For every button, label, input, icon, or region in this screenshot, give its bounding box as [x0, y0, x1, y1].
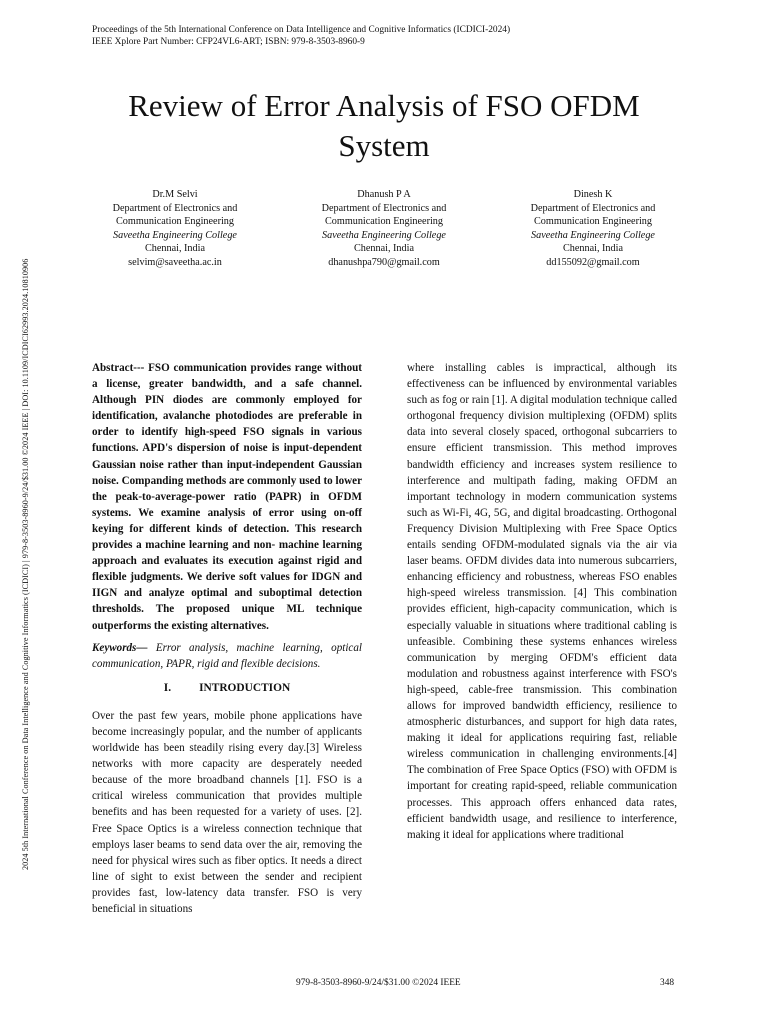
page-number: 348 [660, 978, 675, 988]
author-dept: Communication Engineering [325, 216, 443, 227]
right-column [407, 360, 677, 843]
author-dept: Communication Engineering [534, 216, 652, 227]
author-name: Dinesh K [573, 189, 613, 200]
author-dept: Communication Engineering [116, 216, 234, 227]
author-block-2 [284, 188, 484, 269]
keywords-label: Keywords— [92, 641, 148, 654]
header-line-proceedings: Proceedings of the 5th International Conference on Data Intelligence and Cognitive Informatics (ICDICI-2024) [92, 25, 511, 35]
abstract: Abstract--- FSO communication provides range without a license, greater bandwidth, and a safe channel. Although PIN diodes are commonly employed for identification, avalanche photodiodes are preferable in order to identify high-speed FSO signals in various functions. APD's dispersion of noise is input-dependent Gaussian noise rather than input-independent Gaussian noise. Companding methods are commonly used to lower the peak-to-average-power ratio (PAPR) in OFDM systems. We examine analysis of error using on-off keying for different kinds of detection. This research provides a machine learning and non- machine learning approach and evaluates its execution against rigid and flexible judgments. We derive soft values for IDGN and IIGN and analyze optimal and suboptimal detection thresholds. The proposed unique ML technique outperforms the existing alternatives. [92, 362, 362, 632]
author-dept: Department of Electronics and [112, 202, 238, 214]
title-line-2: System [338, 128, 430, 163]
author-dept: Department of Electronics and [530, 202, 656, 214]
author-block-3 [493, 188, 693, 269]
intro-paragraph-right: where installing cables is impractical, although its effectiveness can be influenced by environmental variables such as fog or rain [1]. A digital modulation technique called orthogonal frequency division multiplexing (OFDM) splits data into several closely spaced, orthogonal subcarriers to ensure efficient transmission. This method improves bandwidth efficiency and increases system resilience to interference and multipath fading, making OFDM an important technology in modern communication systems such as Wi-Fi, 4G, 5G, and digital broadcasting. Orthogonal Frequency Division Multiplexing with Free Space Optics entails sending OFDM-modulated signals via the air via laser beams. OFDM divides data into numerous subcarriers, enhancing efficiency and robustness, whereas FSO enables high-speed wireless transmission. [4] This combination provides efficient, high-capacity communication, which is especially valuable in situations where traditional cabling is unfeasible. Combining these systems enhances wireless communication by merging OFDM's efficient data modulation and robustness against interference with FSO's high-speed, cable-free transmission. This combination allows for improved bandwidth efficiency, resilience to atmospheric disturbances, and support for high data rates, making it ideal for applications requiring fast, reliable wireless communication in challenging environments.[4] The combination of Free Space Optics (FSO) with OFDM is important for creating rapid-speed, reliable communication processes. This approach offers enhanced data rates, efficient bandwidth usage, and resilience to interference, making it ideal for applications where traditional [407, 362, 677, 841]
author-dept: Department of Electronics and [321, 202, 447, 214]
section-title: INTRODUCTION [199, 681, 291, 694]
section-number: I. [163, 681, 172, 694]
header-line-isbn: IEEE Xplore Part Number: CFP24VL6-ART; ISBN: 979-8-3503-8960-9 [92, 37, 365, 47]
author-name: Dhanush P A [357, 189, 411, 200]
intro-paragraph-left: Over the past few years, mobile phone applications have become increasingly popular, and the number of applicants worldwide has been steadily rising every day.[3] Wireless networks with more capacity are desperately needed because of the more broadband channels [1]. FSO is a critical wireless communication that provides multiple benefits and has been requested for a variety of uses. [2]. Free Space Optics is a wireless connection technique that employs laser beams to send data over the air, removing the need for physical wires such as fiber optics. It needs a direct line of sight to exist between the sender and recipient provides fast, low-latency data transfer. FSO is very beneficial in situations [92, 709, 362, 915]
author-city: Chennai, India [354, 243, 414, 254]
author-city: Chennai, India [563, 243, 623, 254]
footer-copyright: 979-8-3503-8960-9/24/$31.00 ©2024 IEEE [296, 978, 461, 988]
left-column [92, 360, 362, 917]
author-college: Saveetha Engineering College [113, 229, 237, 241]
author-email: dd155092@gmail.com [546, 256, 640, 268]
paper-title [92, 86, 676, 166]
conference-header [92, 24, 510, 48]
author-city: Chennai, India [145, 243, 205, 254]
author-email: dhanushpa790@gmail.com [328, 256, 440, 268]
author-college: Saveetha Engineering College [322, 229, 446, 241]
section-heading [92, 680, 362, 696]
author-college: Saveetha Engineering College [531, 229, 655, 241]
keywords [92, 640, 362, 672]
doi-sidebar: 2024 5th International Conference on Data Intelligence and Cognitive Informatics (ICDICI) | 979-8-3503-8960-9/24/$31.00 ©2024 IEEE | DOI: 10.1109/ICDICI62993.2024.10810906 [21, 258, 30, 870]
author-block-1 [75, 188, 275, 269]
author-email: selvim@saveetha.ac.in [128, 256, 222, 268]
author-name: Dr.M Selvi [152, 189, 198, 200]
keywords-text: Error analysis, machine learning, optical communication, PAPR, rigid and flexible decisions. [92, 641, 362, 670]
title-line-1: Review of Error Analysis of FSO OFDM [128, 88, 640, 123]
